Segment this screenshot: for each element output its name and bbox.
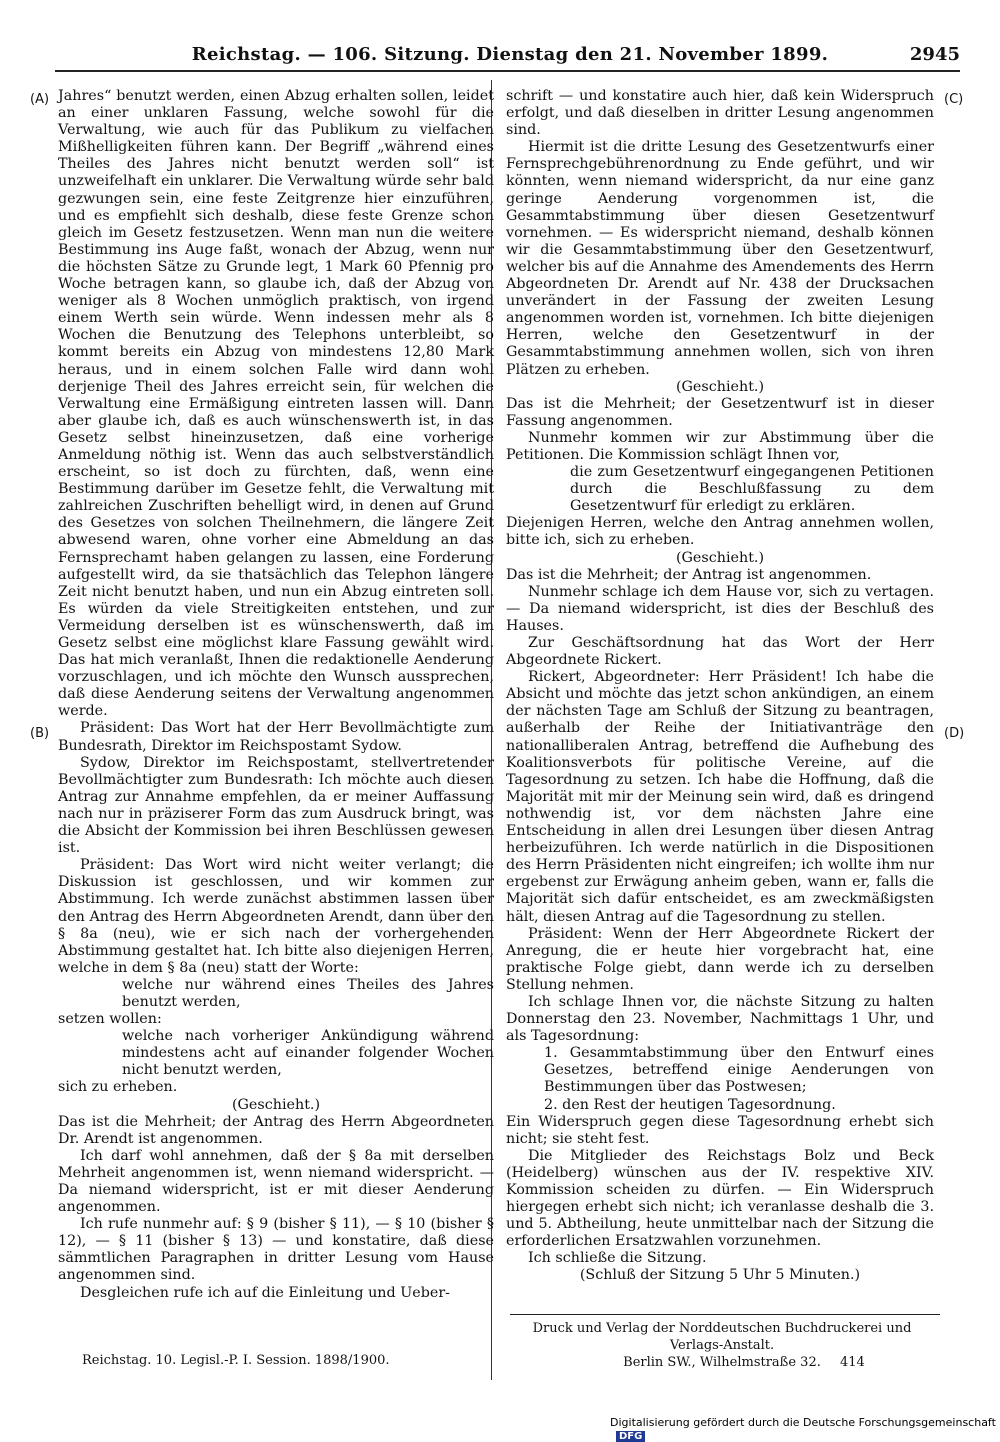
stage-note: (Geschieht.) bbox=[675, 378, 765, 395]
paragraph: Diejenigen Herren, welche den Antrag annehmen wollen, bitte ich, sich zu erheben. bbox=[506, 515, 934, 549]
speech-rickert: Rickert, Abgeordneter: Herr Präsident! Ich habe die Absicht und möchte das jetzt schon ankündigen, an einem der nächsten Tage am Schluß der Sitzung zu beantragen, außerhalb der Reihe der Initiativanträge den nationalliberalen Antrag, betreffend die Aufhebung des Koalitionsverbots für politische Vereine, auf die Tagesordnung zu setzen. Ich habe die Hoffnung, daß die Majorität mit mir der Meinung sein wird, daß es dringend nothwendig ist, vor dem nächsten Jahre eine Entscheidung in allen drei Lesungen über diesen Antrag herbeizuführen. Ich werde natürlich in die Dispositionen des Herrn Präsidenten nicht eingreifen; ich wollte ihm nur ergebenst zur Erwägung anheim geben, wann er, falls die Majorität sich dafür entscheidet, es am zweckmäßigsten hält, diesen Antrag auf die Tagesordnung zu stellen. bbox=[506, 669, 934, 925]
paragraph: Hiermit ist die dritte Lesung des Gesetzentwurfs einer Fernsprechgebührenordnung zu Ende geführt, und wir könnten, wenn niemand widerspricht, da nur eine ganz geringe Aenderung vorgenommen ist, die Gesammtabstimmung über diesen Gesetzentwurf vornehmen. — Es widerspricht niemand, deshalb können wir die Gesammtabstimmung über den Gesetzentwurf, welcher bis auf die Annahme des Amendements des Herrn Abgeordneten Dr. Arendt auf Nr. 438 der Drucksachen unverändert in der Fassung der zweiten Lesung angenommen worden ist, vornehmen. Ich bitte diejenigen Herren, welche den Gesetzentwurf in der Gesammtabstimmung annehmen wollen, sich von ihren Plätzen zu erheben. bbox=[506, 139, 934, 378]
left-column bbox=[58, 88, 494, 1302]
paragraph: schrift — und konstatire auch hier, daß kein Widerspruch erfolgt, und daß dieselben in dritter Lesung angenommen sind. bbox=[506, 88, 934, 139]
margin-marker-d: (D) bbox=[944, 726, 965, 741]
quoted-text: welche nur während eines Theiles des Jahres benutzt werden, bbox=[122, 976, 494, 1010]
paragraph: Jahres“ benutzt werden, einen Abzug erhalten sollen, leidet an einer unklaren Fassung, welche sowohl für die Verwaltung, wie auch für das Publikum zu vielfachen Mißhelligkeiten führen kann. Der Begriff „während eines Theiles des Jahres nicht benutzt werden soll“ ist unzweifelhaft ein unklarer. Die Verwaltung würde sehr bald gezwungen sein, eine feste Zeitgrenze hier einzuführen, und es empfiehlt sich deshalb, diese feste Grenze schon gleich im Gesetz festzusetzen. Wenn man nun die weitere Bestimmung ins Auge faßt, wonach der Abzug, wenn nur die höchsten Sätze zu Grunde legt, 1 Mark 60 Pfennig pro Woche betragen kann, so glaube ich, daß der Abzug von weniger als 8 Wochen unmöglich praktisch, von irgend einem Werth sein würde. Wenn indessen mehr als 8 Wochen die Benutzung des Telephons unterbleibt, so kommt bereits ein Abzug von mindestens 12,80 Mark heraus, und in einem solchen Falle wird dann wohl derjenige Theil des Jahres erreicht sein, für welchen die Verwaltung eine Ermäßigung eintreten lassen will. Dann aber glaube ich, daß es auch wünschenswerth ist, in das Gesetz selbst hineinzusetzen, daß eine vorherige Anmeldung nöthig ist. Wenn das auch selbstverständlich erscheint, so ist doch zu fürchten, daß, wenn eine Bestimmung darüber im Gesetze fehlt, die Verwaltung mit zahlreichen Zuschriften behelligt wird, in denen auf Grund des Gesetzes von solchen Theilnehmern, die längere Zeit abwesend waren, ohne vorher eine Abmeldung an das Fernsprechamt haben gelangen zu lassen, eine Forderung aufgestellt wird, da sie thatsächlich das Telephon längere Zeit nicht benutzt haben, und nun ein Abzug eintreten soll. Es würden da viele Streitigkeiten entstehen, und zur Vermeidung derselben ist es wünschenswerth, daß im Gesetz selbst eine möglichst klare Fassung gewählt wird. Das hat mich veranlaßt, Ihnen die redaktionelle Aenderung vorzuschlagen, und ich möchte den Wunsch aussprechen, daß diese Aenderung seitens der Verwaltung angenommen werde. bbox=[58, 88, 494, 720]
agenda-item: 1. Gesammtabstimmung über den Entwurf eines Gesetzes, betreffend einige Aenderungen von Bestimmungen über das Postwesen; bbox=[544, 1045, 934, 1096]
paragraph: Das ist die Mehrheit; der Antrag des Herrn Abgeordneten Dr. Arendt ist angenommen. bbox=[58, 1113, 494, 1147]
stage-note: (Schluß der Sitzung 5 Uhr 5 Minuten.) bbox=[579, 1267, 861, 1284]
paragraph: Nunmehr schlage ich dem Hause vor, sich zu vertagen. — Da niemand widerspricht, ist dies der Beschluß des Hauses. bbox=[506, 583, 934, 634]
stage-note: (Geschieht.) bbox=[231, 1096, 321, 1113]
paragraph: sich zu erheben. bbox=[58, 1079, 178, 1096]
paragraph: Ich schlage Ihnen vor, die nächste Sitzung zu halten Donnerstag den 23. November, Nachmittags 1 Uhr, und als Tagesordnung: bbox=[506, 993, 934, 1045]
dfg-notice bbox=[610, 1416, 1000, 1442]
paragraph: Ich rufe nunmehr auf: § 9 (bisher § 11), — § 10 (bisher § 12), — § 11 (bisher § 13) — und konstatire, daß diese sämmtlichen Paragraphen in dritter Lesung vom Hause angenommen sind. bbox=[58, 1216, 494, 1284]
footer-signature: Reichstag. 10. Legisl.-P. I. Session. 1898/1900. bbox=[82, 1353, 390, 1368]
paragraph: Nunmehr kommen wir zur Abstimmung über die Petitionen. Die Kommission schlägt Ihnen vor, bbox=[506, 429, 934, 463]
paragraph: Ein Widerspruch gegen diese Tagesordnung erhebt sich nicht; sie steht fest. bbox=[506, 1113, 934, 1147]
dfg-text: Digitalisierung gefördert durch die Deutsche Forschungsgemeinschaft bbox=[610, 1416, 996, 1429]
imprint-rule bbox=[510, 1314, 940, 1315]
paragraph: Das ist die Mehrheit; der Gesetzentwurf ist in dieser Fassung angenommen. bbox=[506, 395, 934, 429]
margin-marker-c: (C) bbox=[944, 92, 964, 107]
speech-president: Präsident: Wenn der Herr Abgeordnete Rickert der Anregung, die er heute hier vorgebracht hat, eine praktische Folge giebt, dann werde ich zu derselben Stellung nehmen. bbox=[506, 925, 934, 993]
paragraph: Das ist die Mehrheit; der Antrag ist angenommen. bbox=[506, 566, 872, 583]
header-rule bbox=[55, 70, 960, 72]
page-header bbox=[60, 44, 960, 70]
margin-marker-b: (B) bbox=[30, 726, 50, 741]
speech-president: Präsident: Das Wort wird nicht weiter verlangt; die Diskussion ist geschlossen, und wir kommen zur Abstimmung. Ich werde zunächst abstimmen lassen über den Antrag des Herrn Abgeordneten Arendt, dann über den § 8a (neu), wie er sich nach der vorhergehenden Abstimmung gestaltet hat. Ich bitte also diejenigen Herren, welche in dem § 8a (neu) statt der Worte: bbox=[58, 857, 494, 976]
sheet-number: 414 bbox=[840, 1355, 865, 1370]
paragraph: Zur Geschäftsordnung hat das Wort der Herr Abgeordnete Rickert. bbox=[506, 635, 934, 669]
running-title: Reichstag. — 106. Sitzung. Dienstag den 21. November 1899. bbox=[191, 44, 829, 65]
quoted-text: die zum Gesetzentwurf eingegangenen Petitionen durch die Beschlußfassung zu dem Gesetzentwurf für erledigt zu erklären. bbox=[570, 464, 934, 515]
quoted-text: welche nach vorheriger Ankündigung während mindestens acht auf einander folgender Wochen nicht benutzt werden, bbox=[122, 1028, 494, 1079]
printer-line: Berlin SW., Wilhelmstraße 32. bbox=[623, 1355, 821, 1370]
paragraph: Desgleichen rufe ich auf die Einleitung und Ueber- bbox=[80, 1284, 450, 1301]
margin-marker-a: (A) bbox=[30, 92, 50, 107]
speech-president: Präsident: Das Wort hat der Herr Bevollmächtigte zum Bundesrath, Direktor im Reichspostamt Sydow. bbox=[58, 720, 494, 754]
paragraph: setzen wollen: bbox=[58, 1011, 162, 1028]
agenda-item: 2. den Rest der heutigen Tagesordnung. bbox=[544, 1096, 836, 1113]
paragraph: Ich darf wohl annehmen, daß der § 8a mit derselben Mehrheit angenommen ist, wenn niemand widerspricht. — Da niemand widerspricht, ist er mit dieser Aenderung angenommen. bbox=[58, 1147, 494, 1216]
paragraph: Ich schließe die Sitzung. bbox=[528, 1250, 707, 1267]
dfg-logo: DFG bbox=[616, 1431, 645, 1442]
speech-sydow: Sydow, Direktor im Reichspostamt, stellvertretender Bevollmächtigter zum Bundesrath: Ich möchte auch diesen Antrag zur Annahme empfehlen, da er meiner Auffassung nach nur in präziserer Form das zum Ausdruck bringt, was die Absicht der Kommission bei ihren Beschlüssen gewesen ist. bbox=[58, 754, 494, 857]
page-number: 2945 bbox=[909, 44, 960, 65]
stage-note: (Geschieht.) bbox=[675, 549, 765, 566]
right-column bbox=[506, 88, 934, 1285]
paragraph: Die Mitglieder des Reichstags Bolz und Beck (Heidelberg) wünschen aus der IV. respektive XIV. Kommission scheiden zu dürfen. — Ein Widerspruch hiergegen erhebt sich nicht; ich veranlasse deshalb die 3. und 5. Abtheilung, heute unmittelbar nach der Sitzung die erforderlichen Ersatzwahlen vorzunehmen. bbox=[506, 1147, 934, 1250]
printer-imprint bbox=[506, 1320, 938, 1371]
printer-line: Druck und Verlag der Norddeutschen Buchdruckerei und Verlags-Anstalt. bbox=[532, 1321, 912, 1353]
